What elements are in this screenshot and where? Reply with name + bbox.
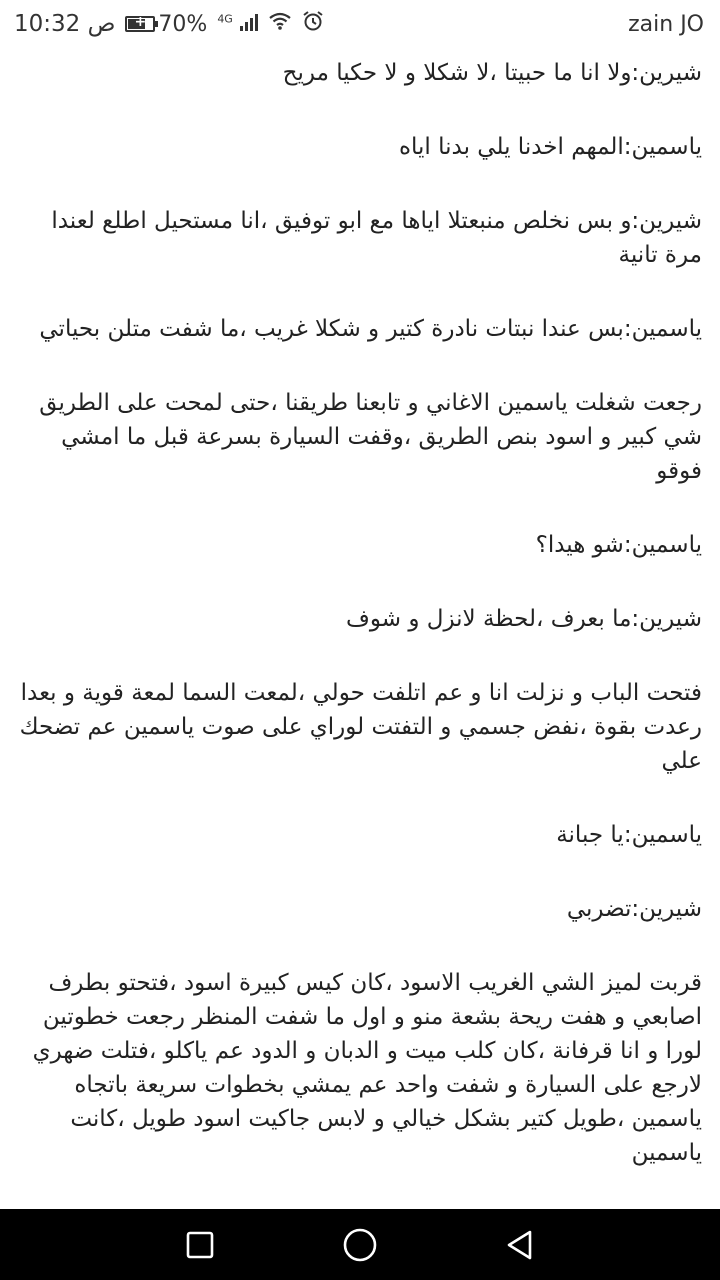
triangle-back-icon bbox=[504, 1229, 536, 1261]
battery-charging-icon bbox=[125, 16, 155, 32]
circle-icon bbox=[342, 1227, 378, 1263]
status-time: 10:32 ص bbox=[14, 11, 116, 37]
network-type: 4G bbox=[217, 12, 233, 26]
story-paragraph: ياسمين:يا جبانة bbox=[556, 822, 702, 848]
story-paragraph: فتحت الباب و نزلت انا و عم اتلفت حولي ،لمعت السما لمعة قوية و بعدا رعدت بقوة ،نفض جسمي و التفتت لوراي على صوت ياسمين عم تضحك علي bbox=[19, 680, 702, 774]
story-paragraph: ياسمين:شو هيدا؟ bbox=[535, 532, 702, 558]
story-paragraph: ياسمين:بس عندا نبتات نادرة كتير و شكلا غريب ،ما شفت متلن بحياتي bbox=[39, 316, 702, 342]
wifi-icon bbox=[268, 11, 292, 37]
battery-indicator bbox=[125, 12, 207, 37]
status-bar bbox=[0, 0, 720, 52]
story-paragraph: قربت لميز الشي الغريب الاسود ،كان كيس كبيرة اسود ،فتحتو بطرف اصابعي و هفت ريحة بشعة منو و اول ما شفت المنظر رجعت خطوتين لورا و انا قرفانة ،كان كلب ميت و الدبان و الدود عم ياكلو ،فتلت ضهري لارجع على السيارة و شفت واحد عم يمشي بخطوات سريعة باتجاه ياسمين ،طويل كتير بشكل خيالي و لابس جاكيت اسود طويل ،كانت ياسمين bbox=[32, 970, 702, 1166]
back-button[interactable] bbox=[502, 1227, 538, 1263]
recents-button[interactable] bbox=[182, 1227, 218, 1263]
story-paragraph: ياسمين:المهم اخدنا يلي بدنا اياه bbox=[398, 134, 702, 160]
story-paragraph: شيرين:ولا انا ما حبيتا ،لا شكلا و لا حكيا مريح bbox=[282, 60, 702, 86]
network-indicator bbox=[217, 11, 258, 37]
square-icon bbox=[185, 1230, 215, 1260]
navigation-bar bbox=[0, 1209, 720, 1280]
charging-plus-icon: + bbox=[134, 14, 147, 30]
carrier-name: zain JO bbox=[628, 12, 704, 37]
home-button[interactable] bbox=[342, 1227, 378, 1263]
story-paragraph: شيرين:و بس نخلص منبعتلا اياها مع ابو توفيق ،انا مستحيل اطلع لعندا مرة تانية bbox=[51, 208, 702, 268]
signal-icon bbox=[240, 11, 258, 31]
alarm-icon bbox=[302, 10, 324, 38]
story-text bbox=[0, 52, 720, 1170]
story-paragraph: شيرين:تضربي bbox=[566, 896, 702, 922]
story-paragraph: شيرين:ما بعرف ،لحظة لانزل و شوف bbox=[346, 606, 702, 632]
story-paragraph: رجعت شغلت ياسمين الاغاني و تابعنا طريقنا ،حتى لمحت على الطريق شي كبير و اسود بنص الطريق ،وقفت السيارة بسرعة قبل ما امشي فوقو bbox=[39, 390, 702, 484]
battery-percent: 70% bbox=[158, 11, 208, 37]
status-left-group bbox=[14, 10, 324, 38]
story-scroll-view[interactable] bbox=[0, 52, 720, 1209]
